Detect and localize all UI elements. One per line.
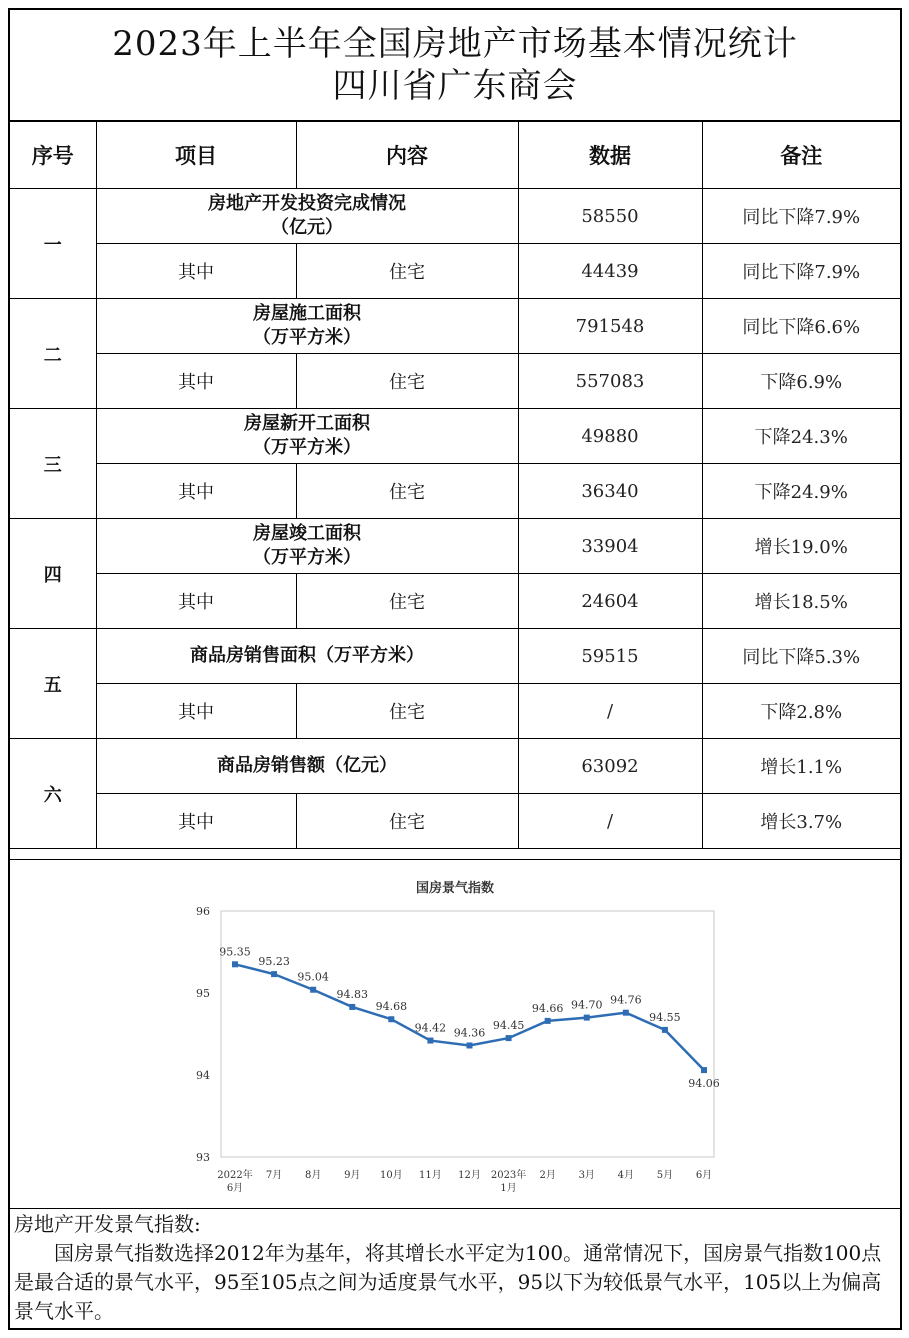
data-point [506, 1035, 512, 1041]
data-label: 95.04 [297, 970, 329, 984]
data-point [467, 1042, 473, 1048]
data-point [310, 987, 316, 993]
sub-content: 住宅 [296, 244, 518, 299]
data-labels [219, 945, 720, 1090]
header-seq: 序号 [10, 122, 96, 189]
row-item-title [96, 739, 518, 794]
row-note: 同比下降6.6% [702, 299, 900, 354]
sub-content: 住宅 [296, 354, 518, 409]
row-item-title-line: 商品房销售面积（万平方米） [190, 645, 424, 666]
x-tick-label: 5月 [656, 1170, 674, 1181]
x-tick-label: 3月 [578, 1170, 595, 1181]
table-row [10, 794, 900, 849]
data-label: 94.06 [688, 1077, 720, 1091]
x-tick-label: 1月 [500, 1183, 517, 1194]
data-point [701, 1067, 707, 1073]
data-point [623, 1010, 629, 1016]
sub-value: 557083 [518, 354, 702, 409]
sub-note: 下降24.9% [702, 464, 900, 519]
row-item-title [96, 189, 518, 244]
row-seq: 一 [10, 189, 96, 299]
footnote-heading: 房地产开发景气指数: [14, 1212, 201, 1236]
sub-label: 其中 [96, 794, 296, 849]
x-tick-label: 12月 [458, 1170, 481, 1181]
sub-label: 其中 [96, 464, 296, 519]
y-tick-label: 93 [196, 1151, 210, 1164]
x-tick-label: 9月 [344, 1170, 361, 1181]
row-item-title [96, 629, 518, 684]
row-item-unit: （万平方米） [253, 327, 361, 348]
data-label: 94.55 [649, 1010, 681, 1024]
title-block [10, 10, 900, 122]
page-subtitle: 四川省广东商会 [332, 66, 578, 106]
row-value: 63092 [518, 739, 702, 794]
sub-note: 下降6.9% [702, 354, 900, 409]
x-tick-label: 2022年 [217, 1170, 253, 1181]
data-label: 94.83 [336, 987, 368, 1001]
y-tick-label: 94 [196, 1069, 210, 1082]
data-label: 94.68 [375, 1000, 408, 1014]
row-note: 同比下降7.9% [702, 189, 900, 244]
row-item-unit: （亿元） [271, 217, 343, 238]
sub-note: 增长3.7% [702, 794, 900, 849]
table-row [10, 629, 900, 684]
x-tick-label: 2月 [539, 1170, 556, 1181]
sub-label: 其中 [96, 354, 296, 409]
header-note: 备注 [702, 122, 900, 189]
sub-content: 住宅 [296, 574, 518, 629]
table-header-row [10, 122, 900, 189]
sub-value: 36340 [518, 464, 702, 519]
row-value: 58550 [518, 189, 702, 244]
row-note: 增长19.0% [702, 519, 900, 574]
data-label: 94.76 [610, 993, 642, 1007]
x-tick-label: 11月 [419, 1170, 442, 1181]
sub-content: 住宅 [296, 464, 518, 519]
row-item-title [96, 409, 518, 464]
data-point [271, 971, 277, 977]
sub-content: 住宅 [296, 794, 518, 849]
x-tick-label: 6月 [226, 1183, 244, 1194]
table-row [10, 739, 900, 794]
table-row [10, 519, 900, 574]
row-seq: 二 [10, 299, 96, 409]
data-point [349, 1004, 355, 1010]
row-seq: 六 [10, 739, 96, 849]
sub-value: 44439 [518, 244, 702, 299]
row-value: 791548 [518, 299, 702, 354]
footnote-body: 国房景气指数选择2012年为基年，将其增长水平定为100。通常情况下，国房景气指数100点是最合适的景气水平，95至105点之间为适度景气水平，95以下为较低景气水平，105以上为偏高景气水平。 [14, 1241, 882, 1323]
row-seq: 四 [10, 519, 96, 629]
row-item-title-line: 房地产开发投资完成情况 [208, 193, 406, 214]
x-tick-label: 7月 [265, 1170, 283, 1181]
row-item-title-line: 商品房销售额（亿元） [217, 755, 397, 776]
data-point [662, 1027, 668, 1033]
data-label: 94.36 [453, 1026, 486, 1040]
sub-value: / [518, 794, 702, 849]
data-point [388, 1016, 394, 1022]
data-label: 94.70 [571, 998, 603, 1012]
footnote [14, 1210, 894, 1326]
row-item-unit: （万平方米） [253, 547, 361, 568]
data-label: 94.45 [492, 1019, 525, 1033]
row-item-title-line: 房屋施工面积 [253, 303, 361, 324]
page-title: 2023年上半年全国房地产市场基本情况统计 [112, 24, 798, 64]
chart-area [10, 859, 900, 1209]
row-item-title-line: 房屋新开工面积 [244, 413, 370, 434]
row-value: 33904 [518, 519, 702, 574]
y-axis-ticks [196, 905, 210, 1164]
sub-label: 其中 [96, 684, 296, 739]
table-row [10, 464, 900, 519]
x-tick-label: 4月 [617, 1170, 635, 1181]
document-page [8, 8, 902, 1330]
x-tick-label: 2023年 [490, 1170, 527, 1181]
data-point [427, 1038, 433, 1044]
data-label: 95.35 [219, 945, 251, 959]
table-row [10, 189, 900, 244]
sub-label: 其中 [96, 574, 296, 629]
data-label: 95.23 [258, 955, 290, 969]
y-tick-label: 96 [196, 905, 210, 918]
x-tick-label: 10月 [379, 1170, 403, 1181]
table-row [10, 354, 900, 409]
sub-value: / [518, 684, 702, 739]
data-point [584, 1015, 590, 1021]
header-item: 项目 [96, 122, 296, 189]
header-value: 数据 [518, 122, 702, 189]
row-item-title [96, 299, 518, 354]
row-item-title [96, 519, 518, 574]
row-seq: 五 [10, 629, 96, 739]
table-row [10, 244, 900, 299]
sub-note: 下降2.8% [702, 684, 900, 739]
x-tick-label: 6月 [695, 1170, 713, 1181]
row-note: 下降24.3% [702, 409, 900, 464]
sub-note: 增长18.5% [702, 574, 900, 629]
header-content: 内容 [296, 122, 518, 189]
table-row [10, 574, 900, 629]
row-item-title-line: 房屋竣工面积 [253, 523, 361, 544]
statistics-table [10, 122, 900, 849]
x-tick-label: 8月 [304, 1170, 322, 1181]
table-row [10, 299, 900, 354]
row-note: 增长1.1% [702, 739, 900, 794]
data-point [232, 961, 238, 967]
sub-label: 其中 [96, 244, 296, 299]
sub-content: 住宅 [296, 684, 518, 739]
table-row [10, 684, 900, 739]
data-label: 94.42 [414, 1021, 447, 1035]
row-item-unit: （万平方米） [253, 437, 361, 458]
y-tick-label: 95 [196, 987, 210, 1000]
sub-note: 同比下降7.9% [702, 244, 900, 299]
row-note: 同比下降5.3% [702, 629, 900, 684]
row-value: 49880 [518, 409, 702, 464]
table-row [10, 409, 900, 464]
x-axis-ticks [217, 1168, 712, 1194]
data-label: 94.66 [531, 1001, 564, 1015]
index-line-chart [10, 860, 900, 1208]
row-seq: 三 [10, 409, 96, 519]
chart-title: 国房景气指数 [415, 881, 495, 896]
sub-value: 24604 [518, 574, 702, 629]
row-value: 59515 [518, 629, 702, 684]
data-point [545, 1018, 551, 1024]
